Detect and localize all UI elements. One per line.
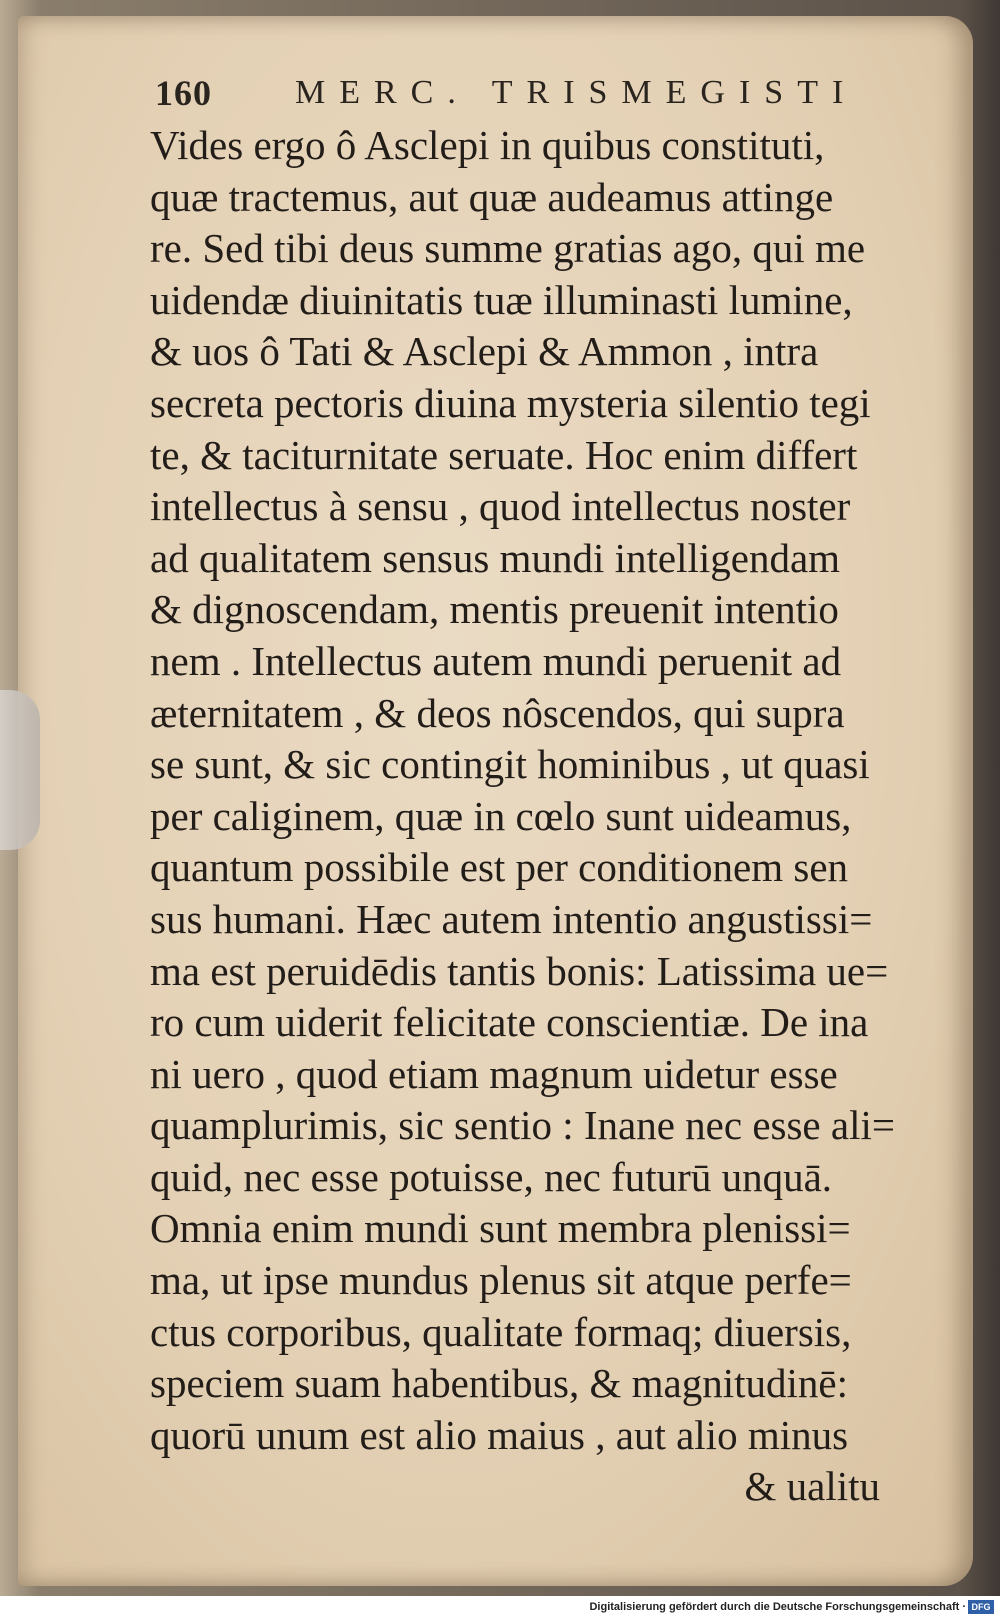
text-line: Vides ergo ô Asclepi in quibus constituti, xyxy=(150,122,825,168)
text-line: quid, nec esse potuisse, nec futurū unquā. xyxy=(150,1153,833,1200)
dfg-logo: DFG xyxy=(968,1600,994,1614)
text-line: ni uero , quod etiam magnum uidetur esse xyxy=(150,1050,838,1097)
text-line: per caliginem, quæ in cœlo sunt uideamus, xyxy=(150,792,852,839)
text-line: se sunt, & sic contingit hominibus , ut quasi xyxy=(150,741,870,788)
text-line: Omnia enim mundi sunt membra plenissi= xyxy=(150,1205,851,1252)
page-header xyxy=(155,72,915,116)
text-line: quamplurimis, sic sentio : Inane nec esse ali= xyxy=(150,1102,895,1149)
text-line: uidendæ diuinitatis tuæ illuminasti lumine, xyxy=(150,276,853,323)
text-line: ma est peruidēdis tantis bonis: Latissima ue= xyxy=(150,947,889,994)
text-line: nem . Intellectus autem mundi peruenit ad xyxy=(150,637,842,684)
text-line: re. Sed tibi deus summe gratias ago, qui me xyxy=(150,225,866,272)
body-text xyxy=(150,120,940,1513)
page-clamp xyxy=(0,690,40,850)
text-line: intellectus à sensu , quod intellectus noster xyxy=(150,483,851,530)
text-line: quæ tractemus, aut quæ audeamus attinge xyxy=(150,173,834,220)
text-line: & dignoscendam, mentis preuenit intentio xyxy=(150,586,839,633)
page-number: 160 xyxy=(155,73,212,113)
text-line: ad qualitatem sensus mundi intelligendam xyxy=(150,534,841,581)
running-title: MERC. TRISMEGISTI xyxy=(295,74,858,111)
text-line: æternitatem , & deos nôscendos, qui supra xyxy=(150,689,845,736)
text-line: quantum possibile est per conditionem sen xyxy=(150,844,849,891)
text-line: sus humani. Hæc autem intentio angustissi= xyxy=(150,895,873,942)
text-line: secreta pectoris diuina mysteria silentio tegi xyxy=(150,379,871,426)
catchword: & ualitu xyxy=(744,1463,880,1510)
text-line: speciem suam habentibus, & magnitudinē: xyxy=(150,1360,849,1407)
text-line: & uos ô Tati & Asclepi & Ammon , intra xyxy=(150,328,819,375)
text-line: ma, ut ipse mundus plenus sit atque perfe= xyxy=(150,1257,852,1304)
text-line: ro cum uiderit felicitate conscientiæ. De ina xyxy=(150,999,869,1046)
text-line: ctus corporibus, qualitate formaq; diuersis, xyxy=(150,1308,852,1355)
text-line: quorū unum est alio maius , aut alio minus xyxy=(150,1411,849,1458)
text-line: te, & taciturnitate seruate. Hoc enim differt xyxy=(150,431,858,478)
funding-credit: Digitalisierung gefördert durch die Deutsche Forschungsgemeinschaft · xyxy=(589,1601,966,1613)
